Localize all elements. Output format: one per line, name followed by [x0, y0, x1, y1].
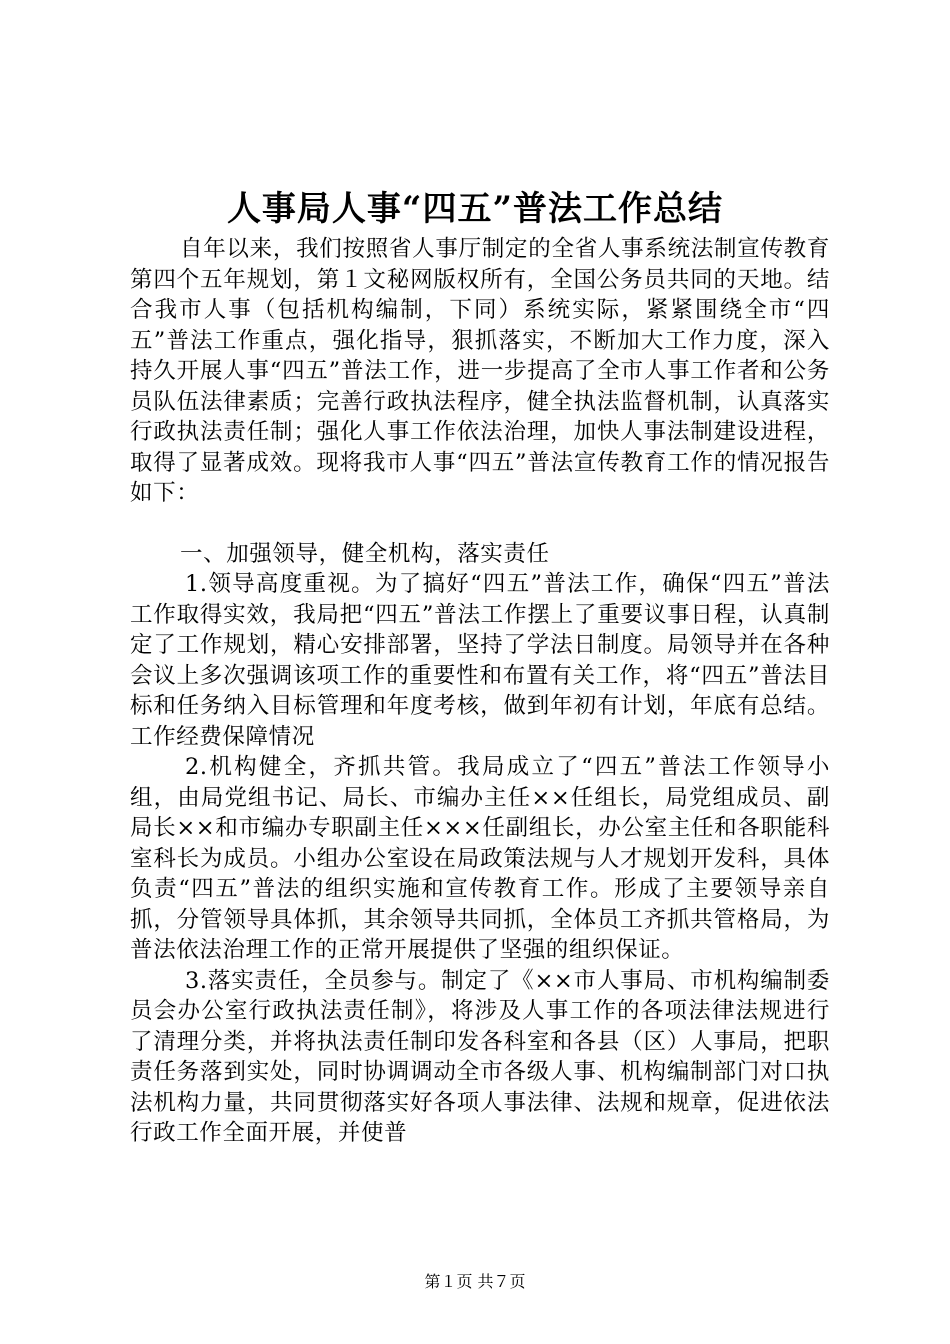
- document-title: 人事局人事“四五”普法工作总结: [226, 189, 724, 229]
- page-footer: 第１页 共７页: [424, 1272, 526, 1291]
- item-paragraph-3: 3.落实责任，全员参与。制定了《××市人事局、市机构编制委员会办公室行政执法责任制》，将涉及人事工作的各项法律法规进行了清理分类，并将执法责任制印发各科室和各县（区）人事局，把职责任务落到实处，同时协调调动全市各级人事、机构编制部门对口执法机构力量，共同贯彻落实好各项人事法律、法规和规章，促进依法行政工作全面开展，并使普: [130, 967, 830, 1146]
- item-paragraph-2: 2.机构健全，齐抓共管。我局成立了“四五”普法工作领导小组，由局党组书记、局长、市编办主任××任组长，局党组成员、副局长××和市编办专职副主任×××任副组长，办公室主任和各职能科室科长为成员。小组办公室设在局政策法规与人才规划开发科，具体负责“四五”普法的组织实施和宣传教育工作。形成了主要领导亲自抓，分管领导具体抓，其余领导共同抓，全体员工齐抓共管格局，为普法依法治理工作的正常开展提供了坚强的组织保证。: [130, 754, 830, 963]
- section-heading-1: 一、加强领导，健全机构，落实责任: [180, 540, 550, 567]
- item-paragraph-1: 1.领导高度重视。为了搞好“四五”普法工作，确保“四五”普法工作取得实效，我局把“四五”普法工作摆上了重要议事日程，认真制定了工作规划，精心安排部署，坚持了学法日制度。局领导并在各种会议上多次强调该项工作的重要性和布置有关工作，将“四五”普法目标和任务纳入目标管理和年度考核，做到年初有计划，年底有总结。工作经费保障情况: [130, 571, 830, 750]
- intro-paragraph: 自年以来，我们按照省人事厅制定的全省人事系统法制宣传教育第四个五年规划，第１文秘网版权所有，全国公务员共同的天地。结合我市人事（包括机构编制，下同）系统实际，紧紧围绕全市“四五”普法工作重点，强化指导，狠抓落实，不断加大工作力度，深入持久开展人事“四五”普法工作，进一步提高了全市人事工作者和公务员队伍法律素质；完善行政执法程序，健全执法监督机制，认真落实行政执法责任制；强化人事工作依法治理，加快人事法制建设进程，取得了显著成效。现将我市人事“四五”普法宣传教育工作的情况报告如下：: [130, 236, 830, 506]
- document-body: [130, 234, 830, 1149]
